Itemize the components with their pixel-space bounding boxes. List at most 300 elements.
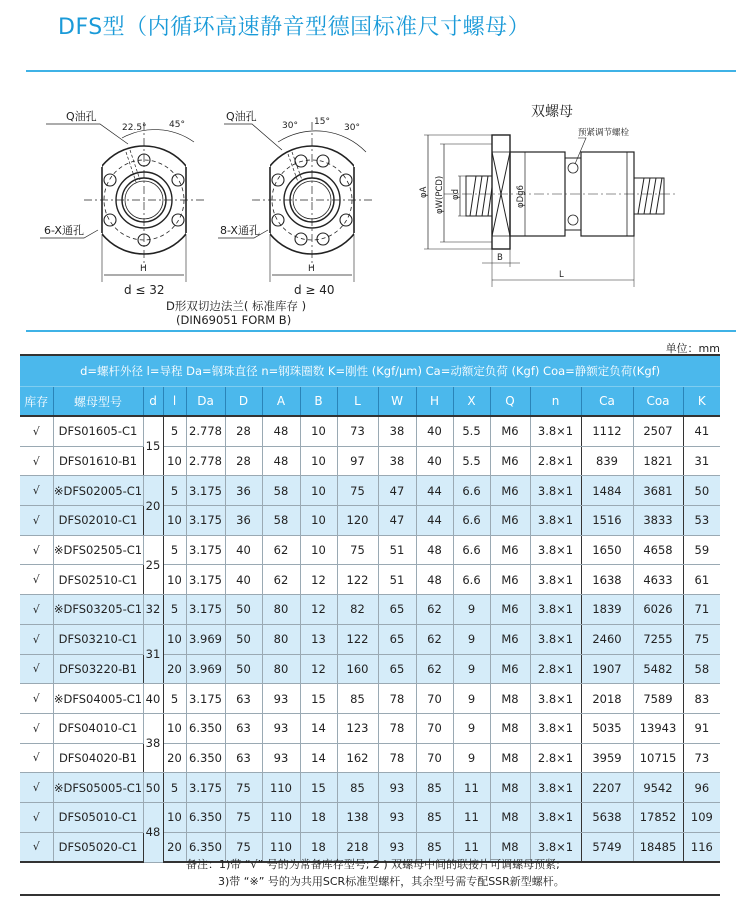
cell-da: 3.175 — [186, 684, 225, 714]
oil-hole-label-large: Q油孔 — [226, 110, 257, 123]
cell-coa: 3681 — [633, 476, 683, 506]
cell-k: 83 — [683, 684, 720, 714]
cell-l: 82 — [337, 595, 378, 625]
cell-w: 47 — [378, 506, 416, 536]
oil-hole-label-small: Q油孔 — [66, 110, 97, 123]
cell-l: 5 — [163, 595, 186, 625]
cell-l: 5 — [163, 684, 186, 714]
page-title: DFS型（内循环高速静音型德国标准尺寸螺母） — [58, 15, 531, 40]
flange-standard: (DIN69051 FORM B) — [176, 313, 292, 327]
model-number: ※DFS02005-C1 — [53, 476, 143, 506]
table-row — [20, 654, 720, 684]
cell-a: 48 — [262, 416, 300, 446]
cell-l: 85 — [337, 773, 378, 803]
cell-l: 218 — [337, 832, 378, 862]
model-number: DFS04020-B1 — [53, 743, 143, 773]
cell-ca: 1112 — [581, 416, 633, 446]
cell-h: 70 — [416, 743, 453, 773]
double-nut-drawing — [424, 135, 676, 287]
cell-ca: 2207 — [581, 773, 633, 803]
cell-n: 3.8×1 — [530, 713, 581, 743]
cell-w: 93 — [378, 773, 416, 803]
stock-check: √ — [20, 624, 53, 654]
cell-ca: 5749 — [581, 832, 633, 862]
cell-l: 10 — [163, 624, 186, 654]
cell-d: 63 — [225, 743, 262, 773]
column-header-d: D — [225, 387, 262, 417]
cell-d: 63 — [225, 713, 262, 743]
table-row — [20, 476, 720, 506]
cell-coa: 4658 — [633, 535, 683, 565]
cell-q: M6 — [490, 535, 530, 565]
stock-check: √ — [20, 684, 53, 714]
cell-coa: 7255 — [633, 624, 683, 654]
cell-d: 28 — [225, 446, 262, 476]
cell-k: 61 — [683, 565, 720, 595]
cell-coa: 6026 — [633, 595, 683, 625]
cell-ca: 3959 — [581, 743, 633, 773]
cell-l: 123 — [337, 713, 378, 743]
cell-n: 3.8×1 — [530, 595, 581, 625]
cell-b: 12 — [300, 654, 337, 684]
note-line-1: 备注：1)带 “√” 号的为常备库存型号; 2 ) 双螺母中间的联接片可调螺母预紧; — [186, 858, 560, 871]
cell-k: 41 — [683, 416, 720, 446]
cell-k: 73 — [683, 743, 720, 773]
note-line-2: 3)带 “※” 号的为共用SCR标准型螺杆，其余型号需专配SSR新型螺杆。 — [218, 875, 565, 888]
spec-table — [20, 354, 720, 863]
angle-label: 30° — [344, 123, 360, 133]
cell-da: 6.350 — [186, 832, 225, 862]
cell-b: 18 — [300, 832, 337, 862]
cell-l: 122 — [337, 624, 378, 654]
cell-l: 162 — [337, 743, 378, 773]
cell-coa: 17852 — [633, 802, 683, 832]
cell-l: 73 — [337, 416, 378, 446]
model-number: DFS05020-C1 — [53, 832, 143, 862]
cell-w: 78 — [378, 684, 416, 714]
flange-drawing-large — [218, 122, 372, 282]
cell-x: 6.6 — [453, 565, 490, 595]
cell-n: 3.8×1 — [530, 773, 581, 803]
cell-n: 3.8×1 — [530, 476, 581, 506]
cell-w: 38 — [378, 446, 416, 476]
cell-coa: 13943 — [633, 713, 683, 743]
table-header-row — [20, 387, 720, 417]
cell-b: 10 — [300, 416, 337, 446]
table-row — [20, 773, 720, 803]
cell-d: 50 — [225, 595, 262, 625]
cell-w: 51 — [378, 535, 416, 565]
screw-diameter: 31 — [143, 624, 163, 683]
cell-x: 6.6 — [453, 476, 490, 506]
model-number: ※DFS04005-C1 — [53, 684, 143, 714]
cell-h: 70 — [416, 684, 453, 714]
model-number: DFS01610-B1 — [53, 446, 143, 476]
cell-w: 65 — [378, 595, 416, 625]
column-header-w: W — [378, 387, 416, 417]
cell-w: 47 — [378, 476, 416, 506]
stock-check: √ — [20, 743, 53, 773]
cell-d: 63 — [225, 684, 262, 714]
cell-d: 50 — [225, 654, 262, 684]
cell-b: 10 — [300, 535, 337, 565]
cell-ca: 2460 — [581, 624, 633, 654]
cell-k: 96 — [683, 773, 720, 803]
cell-n: 3.8×1 — [530, 535, 581, 565]
model-number: DFS03220-B1 — [53, 654, 143, 684]
cell-l: 122 — [337, 565, 378, 595]
cell-coa: 5482 — [633, 654, 683, 684]
column-header-l: L — [337, 387, 378, 417]
cell-w: 38 — [378, 416, 416, 446]
cell-x: 9 — [453, 743, 490, 773]
cell-k: 116 — [683, 832, 720, 862]
cell-d: 40 — [225, 565, 262, 595]
cell-k: 31 — [683, 446, 720, 476]
cell-w: 78 — [378, 713, 416, 743]
cell-h: 85 — [416, 832, 453, 862]
model-number: ※DFS03205-C1 — [53, 595, 143, 625]
cell-coa: 2507 — [633, 416, 683, 446]
screw-diameter: 40 — [143, 684, 163, 714]
diagram-panel — [26, 70, 736, 332]
column-header-b: B — [300, 387, 337, 417]
cell-b: 15 — [300, 684, 337, 714]
cell-l: 5 — [163, 416, 186, 446]
notes — [20, 856, 720, 896]
cell-da: 3.175 — [186, 565, 225, 595]
cell-a: 80 — [262, 624, 300, 654]
cell-n: 2.8×1 — [530, 743, 581, 773]
cell-n: 3.8×1 — [530, 802, 581, 832]
cell-q: M6 — [490, 446, 530, 476]
width-label: H — [308, 264, 315, 274]
cell-a: 62 — [262, 565, 300, 595]
stock-check: √ — [20, 476, 53, 506]
cell-a: 93 — [262, 743, 300, 773]
cell-coa: 9542 — [633, 773, 683, 803]
cell-n: 3.8×1 — [530, 684, 581, 714]
cell-q: M6 — [490, 595, 530, 625]
table-row — [20, 416, 720, 446]
cell-h: 44 — [416, 476, 453, 506]
cell-d: 28 — [225, 416, 262, 446]
cell-q: M8 — [490, 684, 530, 714]
cell-k: 53 — [683, 506, 720, 536]
cell-a: 58 — [262, 506, 300, 536]
cell-b: 15 — [300, 773, 337, 803]
stock-check: √ — [20, 535, 53, 565]
cell-l: 10 — [163, 506, 186, 536]
cell-da: 3.175 — [186, 476, 225, 506]
table-row — [20, 595, 720, 625]
cell-d: 40 — [225, 535, 262, 565]
cell-a: 48 — [262, 446, 300, 476]
cell-b: 14 — [300, 713, 337, 743]
column-header-q: Q — [490, 387, 530, 417]
cell-ca: 2018 — [581, 684, 633, 714]
cell-a: 110 — [262, 832, 300, 862]
cell-d: 75 — [225, 802, 262, 832]
cell-n: 3.8×1 — [530, 506, 581, 536]
cell-w: 65 — [378, 624, 416, 654]
table-row — [20, 713, 720, 743]
cell-b: 12 — [300, 565, 337, 595]
cell-q: M8 — [490, 773, 530, 803]
cell-q: M6 — [490, 565, 530, 595]
cell-coa: 1821 — [633, 446, 683, 476]
cell-l: 5 — [163, 773, 186, 803]
cell-q: M6 — [490, 654, 530, 684]
cell-l: 120 — [337, 506, 378, 536]
column-header-coa: Coa — [633, 387, 683, 417]
table-row — [20, 684, 720, 714]
column-header-n: n — [530, 387, 581, 417]
column-header-l: l — [163, 387, 186, 417]
stock-check: √ — [20, 773, 53, 803]
cell-l: 75 — [337, 476, 378, 506]
cell-q: M8 — [490, 713, 530, 743]
column-header-ca: Ca — [581, 387, 633, 417]
column-header-model: 螺母型号 — [53, 387, 143, 417]
cell-h: 85 — [416, 802, 453, 832]
cell-l: 97 — [337, 446, 378, 476]
cell-x: 11 — [453, 832, 490, 862]
table-row — [20, 506, 720, 536]
dim-label-D: φDg6 — [516, 185, 526, 208]
stock-check: √ — [20, 446, 53, 476]
cell-l: 85 — [337, 684, 378, 714]
cell-n: 3.8×1 — [530, 832, 581, 862]
dim-label-L: L — [559, 270, 564, 280]
model-number: DFS05010-C1 — [53, 802, 143, 832]
model-number: DFS01605-C1 — [53, 416, 143, 446]
cell-x: 5.5 — [453, 416, 490, 446]
stock-check: √ — [20, 506, 53, 536]
cell-x: 5.5 — [453, 446, 490, 476]
cell-q: M6 — [490, 506, 530, 536]
column-header-d: d — [143, 387, 163, 417]
condition-label: d ≤ 32 — [124, 283, 165, 297]
table-row — [20, 446, 720, 476]
column-header-h: H — [416, 387, 453, 417]
cell-l: 20 — [163, 743, 186, 773]
cell-da: 6.350 — [186, 802, 225, 832]
dim-label-A: φA — [419, 186, 429, 198]
cell-l: 10 — [163, 713, 186, 743]
cell-x: 9 — [453, 624, 490, 654]
cell-n: 2.8×1 — [530, 446, 581, 476]
cell-k: 59 — [683, 535, 720, 565]
cell-b: 10 — [300, 506, 337, 536]
cell-k: 50 — [683, 476, 720, 506]
cell-n: 3.8×1 — [530, 416, 581, 446]
cell-h: 48 — [416, 535, 453, 565]
cell-h: 40 — [416, 446, 453, 476]
dim-label-W: φW(PCD) — [435, 175, 445, 214]
cell-d: 50 — [225, 624, 262, 654]
cell-ca: 1516 — [581, 506, 633, 536]
model-number: ※DFS02505-C1 — [53, 535, 143, 565]
cell-coa: 3833 — [633, 506, 683, 536]
cell-l: 10 — [163, 446, 186, 476]
column-header-k: K — [683, 387, 720, 417]
cell-w: 65 — [378, 654, 416, 684]
flange-drawing-small — [40, 122, 204, 282]
cell-a: 58 — [262, 476, 300, 506]
cell-coa: 18485 — [633, 832, 683, 862]
cell-coa: 4633 — [633, 565, 683, 595]
screw-diameter: 25 — [143, 535, 163, 594]
cell-a: 110 — [262, 802, 300, 832]
cell-b: 14 — [300, 743, 337, 773]
table-row — [20, 743, 720, 773]
column-header-da: Da — [186, 387, 225, 417]
table-row — [20, 535, 720, 565]
cell-ca: 1650 — [581, 535, 633, 565]
cell-h: 70 — [416, 713, 453, 743]
cell-h: 62 — [416, 654, 453, 684]
screw-diameter: 38 — [143, 713, 163, 772]
cell-a: 80 — [262, 654, 300, 684]
dim-label-d: φd — [451, 188, 461, 200]
screw-diameter: 48 — [143, 802, 163, 862]
cell-ca: 1907 — [581, 654, 633, 684]
cell-da: 3.175 — [186, 506, 225, 536]
cell-l: 5 — [163, 476, 186, 506]
cell-ca: 5638 — [581, 802, 633, 832]
cell-b: 12 — [300, 595, 337, 625]
cell-x: 11 — [453, 802, 490, 832]
cell-da: 3.175 — [186, 595, 225, 625]
cell-a: 110 — [262, 773, 300, 803]
cell-h: 85 — [416, 773, 453, 803]
table-row — [20, 565, 720, 595]
cell-k: 75 — [683, 624, 720, 654]
double-nut-title: 双螺母 — [531, 104, 573, 120]
cell-da: 3.175 — [186, 773, 225, 803]
stock-check: √ — [20, 416, 53, 446]
cell-x: 11 — [453, 773, 490, 803]
table-row — [20, 802, 720, 832]
preload-bolt-label: 预紧调节螺栓 — [578, 128, 630, 138]
model-number: DFS02510-C1 — [53, 565, 143, 595]
unit-label: 单位：mm — [665, 342, 720, 355]
cell-d: 36 — [225, 476, 262, 506]
cell-n: 3.8×1 — [530, 565, 581, 595]
width-label: H — [140, 264, 147, 274]
cell-w: 93 — [378, 832, 416, 862]
cell-ca: 5035 — [581, 713, 633, 743]
cell-da: 3.175 — [186, 535, 225, 565]
angle-label: 15° — [314, 117, 330, 127]
through-hole-label-small: 6-X通孔 — [44, 224, 84, 237]
model-number: ※DFS05005-C1 — [53, 773, 143, 803]
cell-x: 6.6 — [453, 506, 490, 536]
cell-n: 2.8×1 — [530, 654, 581, 684]
cell-w: 78 — [378, 743, 416, 773]
cell-k: 109 — [683, 802, 720, 832]
stock-check: √ — [20, 802, 53, 832]
cell-ca: 839 — [581, 446, 633, 476]
cell-h: 40 — [416, 416, 453, 446]
cell-x: 9 — [453, 713, 490, 743]
cell-da: 2.778 — [186, 416, 225, 446]
cell-l: 5 — [163, 535, 186, 565]
through-hole-label-large: 8-X通孔 — [220, 224, 260, 237]
technical-drawing — [26, 72, 736, 330]
cell-k: 58 — [683, 654, 720, 684]
table-legend: d=螺杆外径 l=导程 Da=钢珠直径 n=钢珠圈数 K=刚性 (Kgf/μm) Ca=动额定负荷 (Kgf) Coa=静额定负荷(Kgf) — [20, 355, 720, 387]
model-number: DFS03210-C1 — [53, 624, 143, 654]
column-header-a: A — [262, 387, 300, 417]
cell-k: 71 — [683, 595, 720, 625]
angle-label: 22.5° — [122, 123, 147, 133]
stock-check: √ — [20, 713, 53, 743]
cell-q: M8 — [490, 743, 530, 773]
screw-diameter: 20 — [143, 476, 163, 535]
cell-q: M8 — [490, 802, 530, 832]
cell-x: 9 — [453, 595, 490, 625]
angle-label: 45° — [169, 120, 185, 130]
cell-da: 3.969 — [186, 624, 225, 654]
cell-l: 10 — [163, 565, 186, 595]
cell-q: M6 — [490, 416, 530, 446]
stock-check: √ — [20, 565, 53, 595]
cell-b: 18 — [300, 802, 337, 832]
cell-ca: 1839 — [581, 595, 633, 625]
cell-l: 20 — [163, 654, 186, 684]
cell-x: 9 — [453, 654, 490, 684]
cell-l: 160 — [337, 654, 378, 684]
screw-diameter: 15 — [143, 416, 163, 476]
cell-d: 36 — [225, 506, 262, 536]
cell-ca: 1484 — [581, 476, 633, 506]
cell-n: 3.8×1 — [530, 624, 581, 654]
cell-a: 93 — [262, 684, 300, 714]
cell-l: 10 — [163, 802, 186, 832]
cell-q: M6 — [490, 624, 530, 654]
cell-coa: 7589 — [633, 684, 683, 714]
column-header-x: X — [453, 387, 490, 417]
cell-d: 75 — [225, 773, 262, 803]
model-number: DFS04010-C1 — [53, 713, 143, 743]
cell-da: 2.778 — [186, 446, 225, 476]
cell-x: 9 — [453, 684, 490, 714]
flange-caption: D形双切边法兰( 标准库存 ) — [166, 299, 307, 313]
cell-coa: 10715 — [633, 743, 683, 773]
model-number: DFS02010-C1 — [53, 506, 143, 536]
cell-l: 75 — [337, 535, 378, 565]
stock-check: √ — [20, 595, 53, 625]
angle-label: 30° — [282, 121, 298, 131]
cell-h: 44 — [416, 506, 453, 536]
cell-a: 62 — [262, 535, 300, 565]
stock-check: √ — [20, 654, 53, 684]
cell-ca: 1638 — [581, 565, 633, 595]
cell-a: 80 — [262, 595, 300, 625]
table-row — [20, 624, 720, 654]
cell-w: 93 — [378, 802, 416, 832]
cell-w: 51 — [378, 565, 416, 595]
cell-k: 91 — [683, 713, 720, 743]
cell-q: M8 — [490, 832, 530, 862]
cell-h: 62 — [416, 624, 453, 654]
cell-da: 3.969 — [186, 654, 225, 684]
cell-a: 93 — [262, 713, 300, 743]
condition-label: d ≥ 40 — [294, 283, 335, 297]
screw-diameter: 50 — [143, 773, 163, 803]
